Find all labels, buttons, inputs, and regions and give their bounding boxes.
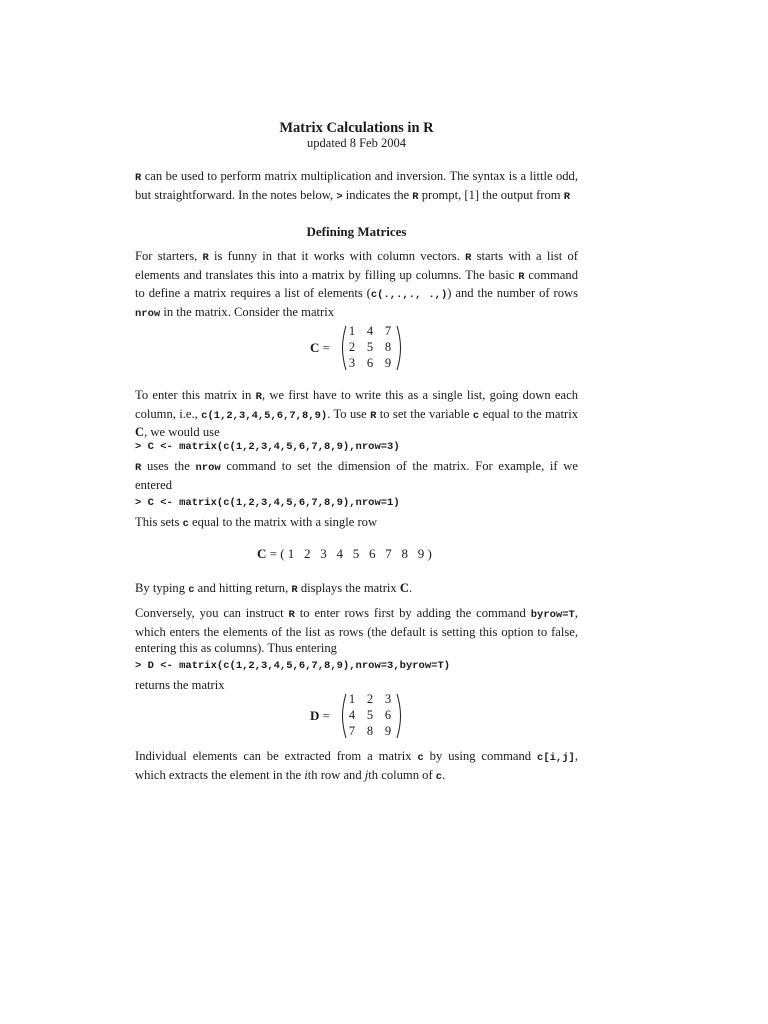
matrix-d-grid [343,692,397,740]
code-nrow: nrow [195,462,221,474]
matrix-cell: 4 [348,708,356,722]
intro-paragraph [135,168,578,205]
matrix-symbol: C [135,425,145,440]
text: , which enters the elements of the list as rows (the default is setting this option to false, entering this as columns). Thus entering [135,606,578,656]
paragraph-7: returns the matrix [135,678,225,692]
matrix-lhs [310,708,330,724]
section-heading: Defining Matrices [306,224,407,239]
code-r: R [412,190,419,203]
matrix-cell: 2 [348,340,356,354]
code-line-2: > C <- matrix(c(1,2,3,4,5,6,7,8,9),nrow=1) [135,497,400,509]
text: and hitting return, [194,581,292,595]
matrix-cell: 7 [348,724,356,738]
text: th column of [368,767,436,782]
right-paren-icon [395,693,405,739]
matrix-c-grid [343,324,397,372]
code-c: c [182,518,189,530]
text: , which extracts the element in the [135,749,578,782]
text: to enter rows first by adding the command [294,606,531,620]
text: th row and [307,767,365,782]
text: , we first have to write this as a single list, going down each column, i.e., [135,388,578,421]
paragraph-2 [135,387,578,441]
text: Conversely, you can instruct [135,606,289,620]
text: can be used to perform matrix multiplication and inversion. The syntax is a little odd, but straightforward. In the notes below, [135,169,578,202]
matrix-cell: 5 [366,708,374,722]
text: prompt, [1] the output from [418,187,564,202]
matrix-cell: 5 [366,340,374,354]
matrix-symbol: D [310,708,320,723]
text: Individual elements can be extracted from a matrix [135,749,418,763]
matrix-lhs [310,340,330,356]
paragraph-3 [135,458,578,493]
code-c: c(.,.,., .,) [370,289,448,302]
code-c: c [417,752,424,764]
matrix-symbol: C [399,581,409,595]
right-paren-icon [395,325,405,371]
text: by using command [423,749,538,763]
matrix-cell: 1 [348,692,356,706]
text: For starters, [135,249,203,263]
code-r: R [291,584,298,596]
matrix-cell: 8 [366,724,374,738]
paragraph-1 [135,248,578,322]
matrix-cell: 4 [366,324,374,338]
text: in the matrix. Consider the matrix [160,304,335,319]
code-r: R [135,462,142,474]
text: This sets [135,515,183,529]
code-r: R [563,190,571,203]
text: . To use [327,406,371,421]
text: to set the variable [376,406,473,421]
code-c: c [188,584,195,596]
text: starts with a list of elements and translates this into a matrix by filling up columns. The basic [135,249,578,282]
row-matrix-equation [257,546,432,562]
text: To enter this matrix in [135,388,256,402]
text: equal to the matrix [479,406,578,421]
code-r: R [518,270,525,283]
equals: = [319,340,330,355]
text: , we would use [144,425,220,440]
row-matrix-body: = ( 1 2 3 4 5 6 7 8 9 ) [266,546,432,561]
text: . [442,767,446,782]
math-j: j [364,767,369,782]
paragraph-6 [135,605,578,657]
doc-title: Matrix Calculations in R [279,120,434,136]
math-i: i [304,767,308,782]
text: displays the matrix [297,581,400,595]
text: ) and the number of rows [447,286,578,301]
text: indicates the [342,187,413,202]
code-prompt: > [336,190,343,203]
text: uses the [141,459,196,473]
matrix-cell: 3 [384,692,392,706]
equals: = [319,708,330,723]
code-c: c [435,770,443,783]
paragraph-4 [135,514,578,533]
code-line-1: > C <- matrix(c(1,2,3,4,5,6,7,8,9),nrow=3) [135,441,400,453]
code-c: c(1,2,3,4,5,6,7,8,9) [201,409,328,422]
code-byrow: byrow=T [530,609,575,621]
matrix-cell: 2 [366,692,374,706]
matrix-cell: 3 [348,356,356,370]
text: command to set the dimension of the matrix. For example, if we entered [135,459,578,492]
text: By typing [135,581,189,595]
doc-date: updated 8 Feb 2004 [307,136,406,150]
text: command to define a matrix requires a list of elements ( [135,267,578,301]
text: . [408,581,413,595]
code-r: R [465,252,472,264]
matrix-cell: 6 [384,708,392,722]
matrix-cell: 9 [384,724,392,738]
code-line-3: > D <- matrix(c(1,2,3,4,5,6,7,8,9),nrow=3,byrow=T) [135,660,451,672]
code-r: R [288,609,295,621]
paragraph-8 [135,748,578,785]
code-r: R [135,172,142,184]
text: is funny in that it works with column vectors. [208,249,466,263]
matrix-cell: 7 [384,324,392,338]
matrix-cell: 8 [384,340,392,354]
code-r: R [255,391,262,403]
paragraph-5 [135,580,578,599]
code-cij: c[i,j] [537,752,575,764]
matrix-cell: 9 [384,356,392,370]
code-r: R [202,252,209,264]
text: equal to the matrix with a single row [188,515,378,529]
code-nrow: nrow [135,307,161,320]
matrix-symbol: C [257,546,267,561]
matrix-cell: 1 [348,324,356,338]
matrix-cell: 6 [366,356,374,370]
code-r: R [370,409,377,422]
code-c: c [472,409,480,422]
matrix-symbol: C [310,340,320,355]
